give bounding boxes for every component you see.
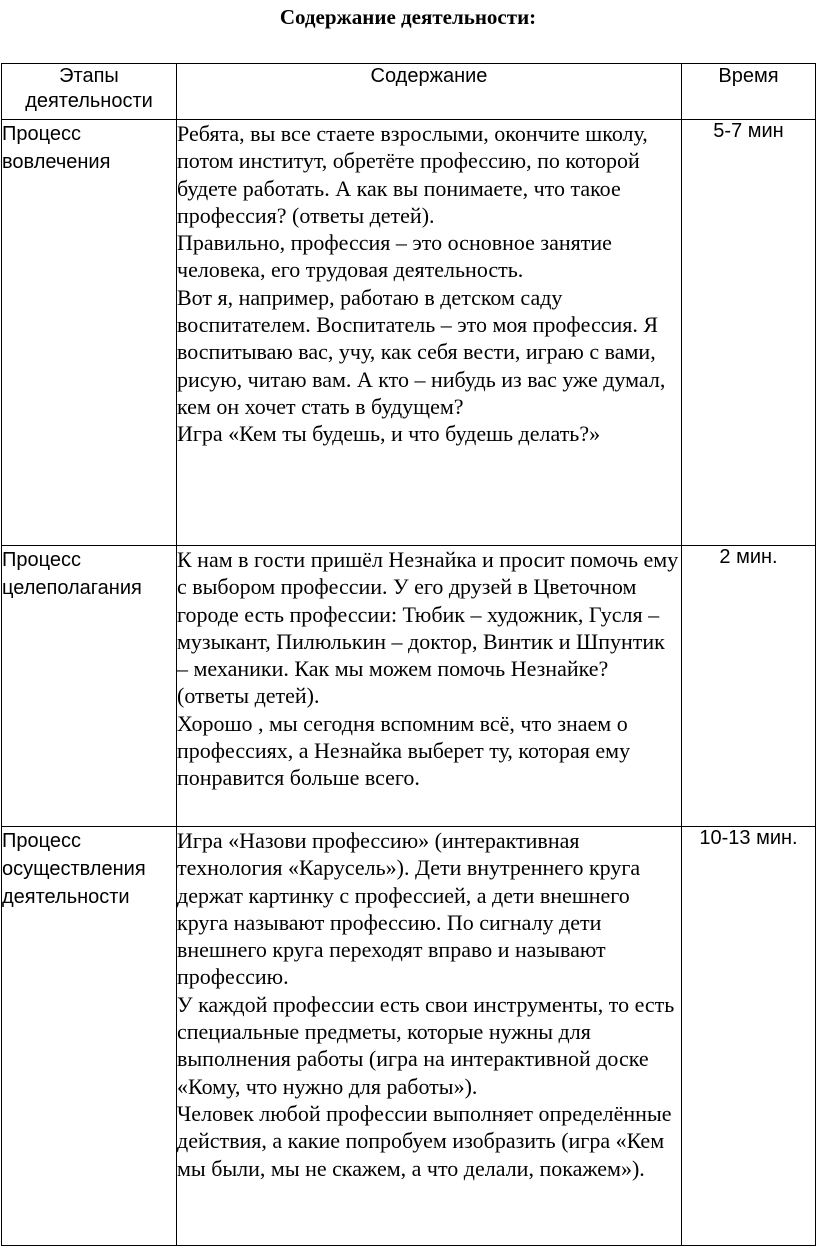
content-paragraph: Хорошо , мы сегодня вспомним всё, что знаем о профессиях, а Незнайка выберет ту, которая ему понравится больше всего. bbox=[177, 710, 631, 791]
table-row bbox=[2, 120, 816, 546]
content-paragraph: Вот я, например, работаю в детском саду воспитателем. Воспитатель – это моя профессия. Я воспитываю вас, учу, как себя вести, играю с вами, рисую, читаю вам. А кто – нибудь из вас уже думал, кем он хочет стать в будущем? bbox=[177, 284, 666, 419]
stage-line: Процесс bbox=[2, 123, 81, 145]
stage-line: деятельности bbox=[2, 886, 130, 908]
content-paragraph: У каждой профессии есть свои инструменты, то есть специальные предметы, которые нужны для выполнения работы (игра на интерактивной доске «Кому, что нужно для работы»). bbox=[177, 991, 675, 1099]
time-cell: 10-13 мин. bbox=[682, 827, 816, 1246]
stage-line: осуществления bbox=[2, 858, 146, 880]
content-cell bbox=[177, 546, 682, 827]
stage-cell bbox=[2, 827, 177, 1246]
content-paragraph: Ребята, вы все стаете взрослыми, окончите школу, потом институт, обретёте профессию, по которой будете работать. А как вы понимаете, что такое профессия? (ответы детей). bbox=[177, 121, 648, 228]
time-cell: 2 мин. bbox=[682, 546, 816, 827]
stage-cell bbox=[2, 120, 177, 546]
table-row bbox=[2, 827, 816, 1246]
activity-table bbox=[1, 63, 816, 1246]
stage-line: Процесс bbox=[2, 830, 81, 852]
stage-line: Процесс bbox=[2, 549, 81, 571]
content-paragraph: Игра «Кем ты будешь, и что будешь делать?» bbox=[177, 421, 601, 447]
header-stage bbox=[2, 64, 177, 120]
content-paragraph: Игра «Назови профессию» (интерактивная технология «Карусель»). Дети внутреннего круга держат картинку с профессией, а дети внешнего круга называют профессию. По сигналу дети внешнего круга переходят вправо и называют профессию. bbox=[177, 828, 641, 990]
content-cell bbox=[177, 120, 682, 546]
stage-line: целеполагания bbox=[2, 577, 142, 599]
time-cell: 5-7 мин bbox=[682, 120, 816, 546]
table-row bbox=[2, 546, 816, 827]
content-paragraph: Человек любой профессии выполняет определённые действия, а какие попробуем изобразить (игра «Кем мы были, мы не скажем, а что делали, покажем»). bbox=[177, 1100, 672, 1181]
header-time: Время bbox=[682, 64, 816, 120]
content-cell bbox=[177, 827, 682, 1246]
header-stage-line: деятельности bbox=[25, 90, 153, 112]
header-stage-line: Этапы bbox=[59, 65, 119, 87]
stage-line: вовлечения bbox=[2, 151, 111, 173]
stage-cell bbox=[2, 546, 177, 827]
header-content: Содержание bbox=[177, 64, 682, 120]
content-paragraph: К нам в гости пришёл Незнайка и просит помочь ему с выбором профессии. У его друзей в Цветочном городе есть профессии: Тюбик – художник, Гусля – музыкант, Пилюлькин – доктор, Винтик и Шпунтик – механики. Как мы можем помочь Незнайке? (ответы детей). bbox=[177, 547, 679, 709]
table-header-row bbox=[2, 64, 816, 120]
document-title: Содержание деятельности: bbox=[279, 5, 537, 29]
content-paragraph: Правильно, профессия – это основное занятие человека, его трудовая деятельность. bbox=[177, 230, 612, 283]
